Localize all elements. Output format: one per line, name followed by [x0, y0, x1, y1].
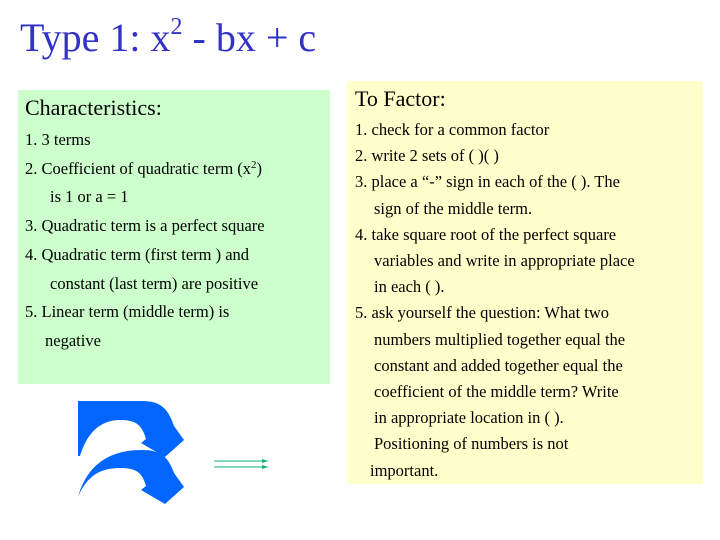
to-factor-line: in appropriate location in ( ).: [374, 408, 564, 428]
to-factor-box: [347, 81, 703, 484]
title-prefix: Type 1: x: [20, 15, 171, 60]
characteristic-line: 3. Quadratic term is a perfect square: [25, 216, 265, 236]
characteristic-line: negative: [45, 330, 101, 350]
slide-title: [20, 14, 316, 62]
characteristic-line: [25, 155, 330, 184]
characteristic-text: ): [256, 158, 263, 178]
to-factor-line: in each ( ).: [374, 277, 445, 297]
characteristics-box: [18, 90, 330, 384]
curved-arrow-up-icon: [78, 450, 184, 529]
curved-arrows-graphic: [78, 398, 188, 532]
characteristic-line: 4. Quadratic term (first term ) and: [25, 244, 250, 264]
to-factor-line: Positioning of numbers is not: [374, 434, 569, 454]
characteristic-line: 5. Linear term (middle term) is: [25, 302, 230, 322]
to-factor-heading: To Factor:: [355, 86, 446, 111]
to-factor-line: 1. check for a common factor: [355, 120, 550, 139]
to-factor-line: coefficient of the middle term? Write: [374, 382, 619, 402]
to-factor-line: 3. place a “-” sign in each of the ( ). The: [355, 172, 620, 192]
to-factor-line: variables and write in appropriate place: [374, 251, 635, 271]
characteristic-text: 2. Coefficient of quadratic term (x: [25, 158, 252, 178]
characteristic-line: constant (last term) are positive: [50, 273, 259, 293]
characteristic-exponent: 2: [251, 158, 257, 171]
to-factor-line: 5. ask yourself the question: What two: [355, 303, 610, 323]
to-factor-line: 2. write 2 sets of ( )( ): [355, 146, 499, 166]
to-factor-line: important.: [370, 460, 439, 480]
parallel-lines-icon: [214, 457, 270, 473]
title-exponent: 2: [170, 14, 183, 40]
characteristics-heading: Characteristics:: [25, 95, 162, 120]
to-factor-line: numbers multiplied together equal the: [374, 329, 626, 349]
to-factor-line: 4. take square root of the perfect square: [355, 224, 617, 244]
to-factor-line: sign of the middle term.: [374, 198, 533, 218]
characteristic-line: is 1 or a = 1: [50, 187, 129, 207]
curved-arrow-down-icon: [78, 401, 184, 457]
to-factor-line: constant and added together equal the: [374, 355, 623, 375]
characteristic-line: 1. 3 terms: [25, 130, 91, 149]
title-suffix: - bx + c: [182, 15, 317, 60]
